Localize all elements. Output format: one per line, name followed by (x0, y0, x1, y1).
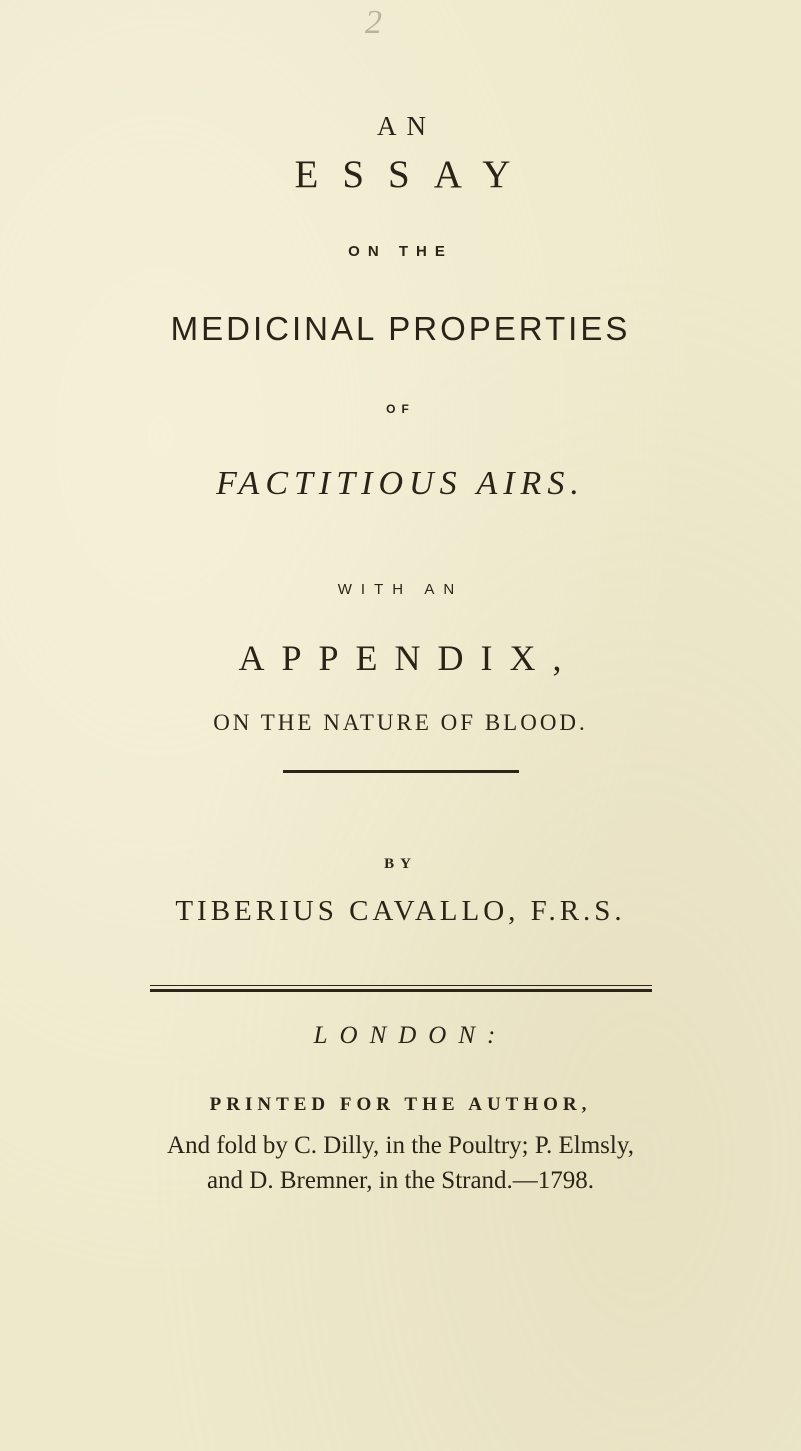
title-appendix: APPENDIX, (238, 638, 579, 678)
title-an: AN (377, 111, 436, 141)
title-factitious-airs: FACTITIOUS AIRS. (216, 465, 585, 502)
double-rule-thick (150, 989, 652, 992)
title-with-an: WITH AN (337, 581, 464, 598)
imprint-sellers-line-1: And fold by C. Dilly, in the Poultry; P. Elmsly, (167, 1132, 634, 1159)
imprint-place: LONDON: (313, 1022, 508, 1049)
title-medicinal-properties: MEDICINAL PROPERTIES (170, 310, 631, 347)
author-name: TIBERIUS CAVALLO, F.R.S. (175, 895, 626, 927)
byline-by: BY (384, 856, 417, 872)
title-essay: ESSAY (294, 153, 535, 196)
ornamental-rule-short (283, 770, 519, 773)
title-on-the: ON THE (348, 243, 453, 260)
double-rule-thin (150, 985, 652, 986)
imprint-printed-for: PRINTED FOR THE AUTHOR, (209, 1094, 592, 1115)
corner-mark: 2 (365, 4, 382, 41)
title-of: OF (386, 402, 415, 416)
imprint-sellers-line-2: and D. Bremner, in the Strand.—1798. (206, 1167, 595, 1194)
title-nature-of-blood: ON THE NATURE OF BLOOD. (213, 710, 588, 735)
